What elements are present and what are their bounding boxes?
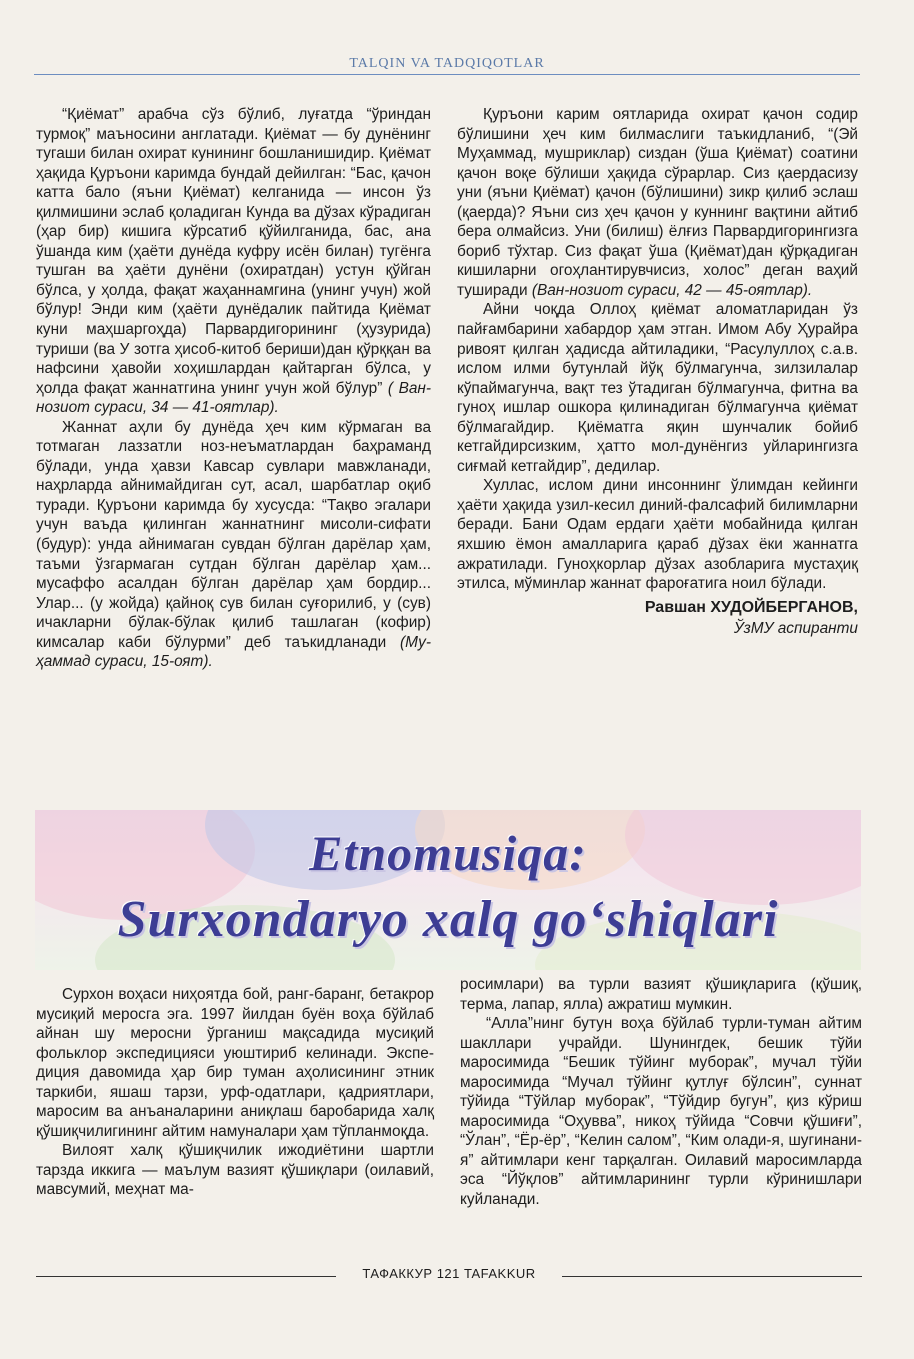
paragraph: росимлари) ва турли вазият қўшиқларига (қўшиқ, терма, лапар, ялла) ажратиш мумкин. bbox=[460, 976, 862, 1013]
author-name: Равшан ХУДОЙБЕРГАНОВ, bbox=[644, 598, 858, 616]
paragraph bbox=[36, 105, 431, 418]
paragraph-text: Қуръони карим оятларида охират қачон содир бўлишини ҳеч ким билмаслиги таъкидланиб, “(Эй Муҳаммад, мушриклар) сиздан (ўша Қиёмат) соатини қачон воқе бўлиши ҳақида сўрарлар. Сиз қаердасизу уни (яъни Қиёмат) қачон (бўлишини) зикр қилиб эслаш (қаерда)? Яъни сиз ҳеч қачон у куннинг вақтини айтиб бера олмайсиз. Уни (билиш) ёлғиз Парвардигорингизга бориб тўхтар. Сиз фақат ўша (Қиёмат)дан қўрқадиган кишиларни огоҳлантирувчисиз, холос” деган ваҳий туширади bbox=[457, 106, 858, 299]
paragraph-text: Жаннат аҳли бу дунёда ҳеч ким кўрмаган ва тотмаган лаззатли ноз-неъматлардан баҳраманд бўлади, унда ҳавзи Кавсар сувлари мавжланади, наҳрларда айнимайдиган сут, асал, шарбатлар оқиб туради. Қуръони каримда бу хусусда: “Тақво эгалари учун ваъда қилинган жаннатнинг мисоли-сифати (будур): унда айнимаган сувдан бўлган дарёлар ҳам, таъми ўзгармаган сутдан бўлган дарёлар ҳам... мусаффо асалдан бўлган дарёлар ҳам бордир... Улар... (у жойда) қайноқ сув билан суғорилиб, у (сув) ичакларни бўлак-бўлак қилиб ташлаган (кофир) кимсалар каби бўлурми” деб таъкидланади bbox=[36, 418, 431, 651]
article2-title-banner bbox=[35, 810, 861, 970]
paragraph bbox=[457, 476, 858, 593]
banner-title-line1: Etnomusiqa: bbox=[309, 825, 587, 881]
quran-reference: ( Ван-нозиот сураси, 34 — 41-оятлар). bbox=[36, 379, 431, 417]
paragraph-text: “Қиёмат” арабча сўз бўлиб, луғатда “ўриндан турмоқ” маъносини англатади. Қиёмат — бу дунёнинг тугаши билан охират кунининг бошланишидир. Қиёмат ҳақида Қуръони каримда бундай дейилган: “Бас, қачон катта бало (яъни Қиёмат) келганида — инсон ўз қилмишини эслаб қоладиган Кунда ва дўзах кўрадиган (ҳар бир) кишига кўрсатиб қўйилганида, бас, ана ўшанда ким (ҳаёти дунёда куфру исён билан) тугёнга тушган ва ҳаёти дунёни (охиратдан) устун қўйган бўлса, у ҳолда, фақат жаҳаннамгина (унинг учун) жой бўлур! Энди ким (ҳаёти дунёдалик пайтида Қиёмат куни маҳшаргоҳда) Парвардигорининг (ҳузурида) туриши (ва У зотга ҳисоб-китоб бериши)дан қўрққан ва нафсини ҳавойи хоҳишлардан қайтарган бўлса, у ҳолда фақат жаннатгина унинг учун жой бўлур” bbox=[36, 106, 431, 397]
article2-left-column bbox=[36, 985, 434, 1200]
quran-reference: (Ван-нозиот сураси, 42 — 45-оятлар). bbox=[527, 281, 813, 299]
article1-left-column bbox=[36, 105, 431, 672]
quran-reference: (Муҳаммад сураси, 15-оят). bbox=[36, 633, 431, 671]
article1-right-column bbox=[457, 105, 858, 639]
page-number-line: ТАФАККУР 121 TAFAKKUR bbox=[352, 1266, 545, 1281]
author-role: ЎзМУ аспиранти bbox=[733, 620, 858, 638]
page-footer bbox=[36, 1266, 862, 1286]
paragraph: Вилоят халқ қўшиқчилик ижодиётини шартли тарзда иккига — маълум вазият қўшиқлари (оилавий, мавсумий, меҳнат ма- bbox=[36, 1142, 434, 1199]
paragraph-text: Хуллас, ислом дини инсоннинг ўлимдан кейинги ҳаёти ҳақида узил-кесил диний-фалсафий билимларни беради. Бани Одам ердаги ҳаёти мобайнида қилган яхшию ёмон амалларига қараб дўзах ёки жаннатга ажратилади. Гуноҳкорлар дўзах азобларига мустаҳиқ этилса, мўминлар жаннат фароғатига ноил бўлади. bbox=[457, 477, 858, 593]
banner-title-line2: Surxondaryo xalq go‘shiqlari bbox=[117, 891, 779, 948]
paragraph: Сурхон воҳаси ниҳоятда бой, ранг-баранг, бетакрор мусиқий меросга эга. 1997 йилдан буён воҳа бўйлаб айнан шу меросни ўрганиш мақсадида мусиқий фольклор экспедицияси уюштириб келинади. Экспедиция давомида ҳар бир туман аҳолисининг этник таркиби, яшаш тарзи, урф-одатлари, қадриятлари, маросим ва анъаналарини аниқлаш баробарида халқ қўшиқчилигининг айтим намуналари ҳам тўпланмоқда. bbox=[36, 986, 434, 1140]
running-head: TALQIN VA TADQIQOTLAR bbox=[34, 56, 860, 75]
article2-right-column bbox=[460, 975, 862, 1210]
paragraph bbox=[457, 105, 858, 300]
footer-text bbox=[36, 1266, 862, 1281]
paragraph bbox=[457, 300, 858, 476]
paragraph: “Алла”нинг бутун воҳа бўйлаб турли-туман айтим шакллари учрайди. Шунингдек, бешик тўйи маросимида “Бешик тўйинг муборак”, мучал тўйи маросимида “Мучал тўйинг қутлуғ бўлсин”, суннат тўйида “Тўйлар муборак”, “Тўйдир бугун”, қиз кўриш маросимида “Оҳувва”, никоҳ тўйида “Совчи қўшиғи”, “Ўлан”, “Ёр-ёр”, “Келин салом”, “Ким олади-я, шугинани-я” айтимлари кенг тарқалган. Оилавий маросимларда эса “Йўқлов” айтимларининг турли кўринишлари куйланади. bbox=[460, 1015, 862, 1209]
paragraph-text: Айни чоқда Оллоҳ қиёмат аломатларидан ўз пайғамбарини хабардор ҳам этган. Имом Абу Ҳурайра ривоят қилган ҳадисда айтиладики, “Расулуллоҳ с.а.в. ислом илми бутунлай йўқ бўлмагунча, зилзилалар кўпаймагунча, вақт тез ўтадиган бўлмагунча, фитна ва гуноҳ ишлар ошкора қилинадиган бўлмагунча қиёмат бўлмагайдир. Қиёматга яқин шунчалик бойиб кетгайдирсизким, ҳатто мол-дунёнгиз уйларингизга сиғмай кетгайдир”, дедилар. bbox=[457, 301, 858, 475]
paragraph bbox=[36, 418, 431, 672]
